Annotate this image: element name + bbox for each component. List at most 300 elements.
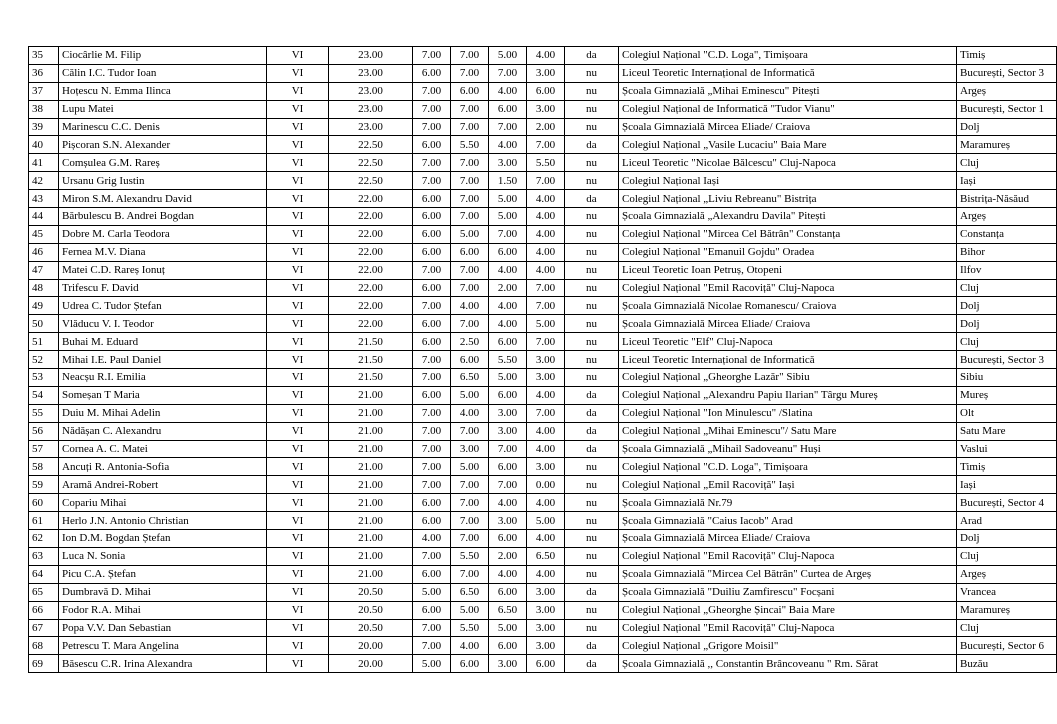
table-row xyxy=(29,136,1057,154)
problem-3-score-cell: 7.00 xyxy=(489,118,527,136)
problem-3-score-cell: 3.00 xyxy=(489,422,527,440)
problem-2-score-cell: 4.00 xyxy=(451,404,489,422)
problem-2-score-cell: 7.00 xyxy=(451,315,489,333)
problem-1-score-cell: 7.00 xyxy=(413,476,451,494)
class-cell: VI xyxy=(267,422,329,440)
rank-cell: 50 xyxy=(29,315,59,333)
problem-1-score-cell: 6.00 xyxy=(413,190,451,208)
school-cell: Colegiul Național "Emil Racoviță" Cluj-Napoca xyxy=(619,279,957,297)
student-name-cell: Lupu Matei xyxy=(59,100,267,118)
rank-cell: 43 xyxy=(29,190,59,208)
table-row xyxy=(29,333,1057,351)
county-cell: Dolj xyxy=(957,315,1057,333)
problem-4-score-cell: 3.00 xyxy=(527,619,565,637)
problem-3-score-cell: 3.00 xyxy=(489,512,527,530)
problem-2-score-cell: 6.00 xyxy=(451,243,489,261)
school-cell: Liceul Teoretic Internațional de Informatică xyxy=(619,351,957,369)
class-cell: VI xyxy=(267,172,329,190)
problem-4-score-cell: 5.00 xyxy=(527,315,565,333)
county-cell: Cluj xyxy=(957,333,1057,351)
qualified-flag-cell: nu xyxy=(565,261,619,279)
problem-1-score-cell: 6.00 xyxy=(413,64,451,82)
problem-3-score-cell: 6.00 xyxy=(489,583,527,601)
student-name-cell: Duiu M. Mihai Adelin xyxy=(59,404,267,422)
total-score-cell: 22.00 xyxy=(329,243,413,261)
student-name-cell: Bărbulescu B. Andrei Bogdan xyxy=(59,208,267,226)
student-name-cell: Fodor R.A. Mihai xyxy=(59,601,267,619)
class-cell: VI xyxy=(267,82,329,100)
total-score-cell: 21.00 xyxy=(329,440,413,458)
county-cell: București, Sector 3 xyxy=(957,64,1057,82)
problem-3-score-cell: 2.00 xyxy=(489,547,527,565)
problem-2-score-cell: 7.00 xyxy=(451,530,489,548)
rank-cell: 38 xyxy=(29,100,59,118)
problem-3-score-cell: 7.00 xyxy=(489,64,527,82)
problem-3-score-cell: 5.00 xyxy=(489,369,527,387)
rank-cell: 53 xyxy=(29,369,59,387)
table-row xyxy=(29,208,1057,226)
student-name-cell: Nădășan C. Alexandru xyxy=(59,422,267,440)
qualified-flag-cell: nu xyxy=(565,297,619,315)
table-row xyxy=(29,351,1057,369)
county-cell: București, Sector 6 xyxy=(957,637,1057,655)
rank-cell: 49 xyxy=(29,297,59,315)
county-cell: Argeș xyxy=(957,565,1057,583)
school-cell: Liceul Teoretic "Elf" Cluj-Napoca xyxy=(619,333,957,351)
rank-cell: 41 xyxy=(29,154,59,172)
rank-cell: 46 xyxy=(29,243,59,261)
student-name-cell: Vlăducu V. I. Teodor xyxy=(59,315,267,333)
school-cell: Colegiul Național Iași xyxy=(619,172,957,190)
table-row xyxy=(29,512,1057,530)
county-cell: Maramureș xyxy=(957,136,1057,154)
problem-2-score-cell: 5.00 xyxy=(451,386,489,404)
county-cell: Mureș xyxy=(957,386,1057,404)
class-cell: VI xyxy=(267,297,329,315)
problem-4-score-cell: 7.00 xyxy=(527,279,565,297)
problem-3-score-cell: 5.00 xyxy=(489,619,527,637)
qualified-flag-cell: da xyxy=(565,583,619,601)
class-cell: VI xyxy=(267,386,329,404)
problem-3-score-cell: 1.50 xyxy=(489,172,527,190)
qualified-flag-cell: nu xyxy=(565,351,619,369)
problem-1-score-cell: 7.00 xyxy=(413,422,451,440)
county-cell: Argeș xyxy=(957,82,1057,100)
table-row xyxy=(29,47,1057,65)
problem-2-score-cell: 4.00 xyxy=(451,637,489,655)
problem-2-score-cell: 7.00 xyxy=(451,118,489,136)
county-cell: Timiș xyxy=(957,458,1057,476)
table-row xyxy=(29,369,1057,387)
student-name-cell: Neacșu R.I. Emilia xyxy=(59,369,267,387)
rank-cell: 57 xyxy=(29,440,59,458)
county-cell: Vaslui xyxy=(957,440,1057,458)
total-score-cell: 20.50 xyxy=(329,583,413,601)
total-score-cell: 22.00 xyxy=(329,315,413,333)
rank-cell: 47 xyxy=(29,261,59,279)
problem-3-score-cell: 5.50 xyxy=(489,351,527,369)
school-cell: Școala Gimnazială Mircea Eliade/ Craiova xyxy=(619,118,957,136)
class-cell: VI xyxy=(267,190,329,208)
problem-1-score-cell: 7.00 xyxy=(413,82,451,100)
county-cell: București, Sector 3 xyxy=(957,351,1057,369)
problem-3-score-cell: 3.00 xyxy=(489,404,527,422)
table-row xyxy=(29,547,1057,565)
results-table-body xyxy=(29,47,1057,673)
problem-4-score-cell: 5.00 xyxy=(527,512,565,530)
student-name-cell: Mihai I.E. Paul Daniel xyxy=(59,351,267,369)
total-score-cell: 23.00 xyxy=(329,47,413,65)
school-cell: Școala Gimnazială Nr.79 xyxy=(619,494,957,512)
school-cell: Școala Gimnazială "Duiliu Zamfirescu" Focșani xyxy=(619,583,957,601)
class-cell: VI xyxy=(267,601,329,619)
table-row xyxy=(29,458,1057,476)
school-cell: Școala Gimnazială ,, Constantin Brâncoveanu " Rm. Sărat xyxy=(619,655,957,673)
rank-cell: 67 xyxy=(29,619,59,637)
class-cell: VI xyxy=(267,315,329,333)
county-cell: Satu Mare xyxy=(957,422,1057,440)
class-cell: VI xyxy=(267,440,329,458)
rank-cell: 36 xyxy=(29,64,59,82)
table-row xyxy=(29,64,1057,82)
problem-2-score-cell: 7.00 xyxy=(451,279,489,297)
qualified-flag-cell: nu xyxy=(565,369,619,387)
rank-cell: 64 xyxy=(29,565,59,583)
class-cell: VI xyxy=(267,565,329,583)
table-row xyxy=(29,637,1057,655)
problem-1-score-cell: 4.00 xyxy=(413,530,451,548)
problem-1-score-cell: 5.00 xyxy=(413,583,451,601)
qualified-flag-cell: da xyxy=(565,190,619,208)
table-row xyxy=(29,476,1057,494)
school-cell: Colegiul Național „Mihai Eminescu"/ Satu Mare xyxy=(619,422,957,440)
qualified-flag-cell: da xyxy=(565,386,619,404)
problem-3-score-cell: 3.00 xyxy=(489,655,527,673)
total-score-cell: 20.50 xyxy=(329,619,413,637)
total-score-cell: 21.00 xyxy=(329,422,413,440)
student-name-cell: Someșan T Maria xyxy=(59,386,267,404)
table-row xyxy=(29,100,1057,118)
county-cell: Vrancea xyxy=(957,583,1057,601)
student-name-cell: Dumbravă D. Mihai xyxy=(59,583,267,601)
problem-4-score-cell: 4.00 xyxy=(527,190,565,208)
problem-4-score-cell: 4.00 xyxy=(527,243,565,261)
class-cell: VI xyxy=(267,136,329,154)
total-score-cell: 22.50 xyxy=(329,136,413,154)
school-cell: Colegiul Național "Mircea Cel Bătrân" Constanța xyxy=(619,225,957,243)
rank-cell: 42 xyxy=(29,172,59,190)
student-name-cell: Ion D.M. Bogdan Ștefan xyxy=(59,530,267,548)
qualified-flag-cell: nu xyxy=(565,601,619,619)
problem-4-score-cell: 4.00 xyxy=(527,261,565,279)
student-name-cell: Băsescu C.R. Irina Alexandra xyxy=(59,655,267,673)
problem-2-score-cell: 7.00 xyxy=(451,208,489,226)
table-row xyxy=(29,297,1057,315)
problem-3-score-cell: 6.00 xyxy=(489,243,527,261)
county-cell: Olt xyxy=(957,404,1057,422)
school-cell: Școala Gimnazială Nicolae Romanescu/ Craiova xyxy=(619,297,957,315)
county-cell: Constanța xyxy=(957,225,1057,243)
student-name-cell: Luca N. Sonia xyxy=(59,547,267,565)
problem-1-score-cell: 6.00 xyxy=(413,208,451,226)
school-cell: Școala Gimnazială „Mihail Sadoveanu" Huși xyxy=(619,440,957,458)
rank-cell: 54 xyxy=(29,386,59,404)
county-cell: Dolj xyxy=(957,530,1057,548)
student-name-cell: Aramă Andrei-Robert xyxy=(59,476,267,494)
qualified-flag-cell: nu xyxy=(565,494,619,512)
class-cell: VI xyxy=(267,154,329,172)
rank-cell: 65 xyxy=(29,583,59,601)
problem-2-score-cell: 5.50 xyxy=(451,619,489,637)
table-row xyxy=(29,404,1057,422)
problem-4-score-cell: 4.00 xyxy=(527,494,565,512)
problem-2-score-cell: 4.00 xyxy=(451,297,489,315)
problem-1-score-cell: 7.00 xyxy=(413,440,451,458)
problem-2-score-cell: 6.00 xyxy=(451,655,489,673)
class-cell: VI xyxy=(267,351,329,369)
total-score-cell: 21.50 xyxy=(329,333,413,351)
table-row xyxy=(29,154,1057,172)
student-name-cell: Marinescu C.C. Denis xyxy=(59,118,267,136)
problem-4-score-cell: 4.00 xyxy=(527,565,565,583)
problem-1-score-cell: 7.00 xyxy=(413,261,451,279)
school-cell: Colegiul Național de Informatică "Tudor Vianu" xyxy=(619,100,957,118)
qualified-flag-cell: nu xyxy=(565,315,619,333)
qualified-flag-cell: nu xyxy=(565,476,619,494)
table-row xyxy=(29,601,1057,619)
qualified-flag-cell: da xyxy=(565,422,619,440)
problem-4-score-cell: 4.00 xyxy=(527,530,565,548)
problem-1-score-cell: 7.00 xyxy=(413,369,451,387)
student-name-cell: Ursanu Grig Iustin xyxy=(59,172,267,190)
school-cell: Colegiul Național "C.D. Loga", Timișoara xyxy=(619,458,957,476)
problem-1-score-cell: 6.00 xyxy=(413,601,451,619)
problem-1-score-cell: 7.00 xyxy=(413,100,451,118)
problem-1-score-cell: 7.00 xyxy=(413,172,451,190)
rank-cell: 69 xyxy=(29,655,59,673)
problem-3-score-cell: 3.00 xyxy=(489,154,527,172)
county-cell: Maramureș xyxy=(957,601,1057,619)
class-cell: VI xyxy=(267,512,329,530)
qualified-flag-cell: nu xyxy=(565,172,619,190)
problem-4-score-cell: 3.00 xyxy=(527,64,565,82)
total-score-cell: 22.00 xyxy=(329,190,413,208)
rank-cell: 44 xyxy=(29,208,59,226)
problem-2-score-cell: 7.00 xyxy=(451,565,489,583)
qualified-flag-cell: nu xyxy=(565,279,619,297)
problem-1-score-cell: 7.00 xyxy=(413,458,451,476)
table-row xyxy=(29,619,1057,637)
problem-3-score-cell: 6.00 xyxy=(489,100,527,118)
problem-3-score-cell: 4.00 xyxy=(489,315,527,333)
problem-1-score-cell: 7.00 xyxy=(413,547,451,565)
table-row xyxy=(29,315,1057,333)
class-cell: VI xyxy=(267,47,329,65)
problem-3-score-cell: 4.00 xyxy=(489,565,527,583)
problem-2-score-cell: 5.00 xyxy=(451,225,489,243)
problem-4-score-cell: 3.00 xyxy=(527,601,565,619)
rank-cell: 59 xyxy=(29,476,59,494)
county-cell: Cluj xyxy=(957,547,1057,565)
rank-cell: 35 xyxy=(29,47,59,65)
total-score-cell: 23.00 xyxy=(329,82,413,100)
problem-2-score-cell: 7.00 xyxy=(451,512,489,530)
problem-1-score-cell: 6.00 xyxy=(413,279,451,297)
class-cell: VI xyxy=(267,458,329,476)
problem-1-score-cell: 6.00 xyxy=(413,225,451,243)
qualified-flag-cell: da xyxy=(565,637,619,655)
qualified-flag-cell: nu xyxy=(565,154,619,172)
problem-3-score-cell: 7.00 xyxy=(489,476,527,494)
total-score-cell: 21.00 xyxy=(329,386,413,404)
problem-3-score-cell: 7.00 xyxy=(489,225,527,243)
school-cell: Colegiul Național "Emil Racoviță" Cluj-Napoca xyxy=(619,547,957,565)
problem-2-score-cell: 7.00 xyxy=(451,154,489,172)
total-score-cell: 22.00 xyxy=(329,225,413,243)
rank-cell: 48 xyxy=(29,279,59,297)
problem-4-score-cell: 4.00 xyxy=(527,47,565,65)
problem-4-score-cell: 7.00 xyxy=(527,136,565,154)
rank-cell: 62 xyxy=(29,530,59,548)
school-cell: Colegiul Național „Alexandru Papiu Ilarian" Târgu Mureș xyxy=(619,386,957,404)
problem-2-score-cell: 6.50 xyxy=(451,583,489,601)
qualified-flag-cell: nu xyxy=(565,547,619,565)
table-row xyxy=(29,530,1057,548)
problem-1-score-cell: 7.00 xyxy=(413,404,451,422)
problem-2-score-cell: 2.50 xyxy=(451,333,489,351)
problem-1-score-cell: 6.00 xyxy=(413,565,451,583)
problem-3-score-cell: 7.00 xyxy=(489,440,527,458)
problem-3-score-cell: 5.00 xyxy=(489,47,527,65)
results-table xyxy=(28,46,1057,673)
class-cell: VI xyxy=(267,225,329,243)
county-cell: Ilfov xyxy=(957,261,1057,279)
table-row xyxy=(29,225,1057,243)
school-cell: Colegiul Național "Emil Racoviță" Cluj-Napoca xyxy=(619,619,957,637)
problem-3-score-cell: 6.00 xyxy=(489,458,527,476)
problem-4-score-cell: 4.00 xyxy=(527,386,565,404)
table-row xyxy=(29,422,1057,440)
problem-2-score-cell: 7.00 xyxy=(451,261,489,279)
total-score-cell: 22.50 xyxy=(329,172,413,190)
rank-cell: 45 xyxy=(29,225,59,243)
class-cell: VI xyxy=(267,64,329,82)
qualified-flag-cell: nu xyxy=(565,100,619,118)
problem-4-score-cell: 7.00 xyxy=(527,333,565,351)
problem-2-score-cell: 5.50 xyxy=(451,136,489,154)
qualified-flag-cell: nu xyxy=(565,82,619,100)
school-cell: Liceul Teoretic Internațional de Informatică xyxy=(619,64,957,82)
rank-cell: 63 xyxy=(29,547,59,565)
student-name-cell: Copariu Mihai xyxy=(59,494,267,512)
county-cell: Cluj xyxy=(957,279,1057,297)
problem-4-score-cell: 3.00 xyxy=(527,351,565,369)
problem-3-score-cell: 5.00 xyxy=(489,208,527,226)
problem-3-score-cell: 5.00 xyxy=(489,190,527,208)
class-cell: VI xyxy=(267,279,329,297)
total-score-cell: 23.00 xyxy=(329,100,413,118)
problem-4-score-cell: 4.00 xyxy=(527,225,565,243)
problem-2-score-cell: 3.00 xyxy=(451,440,489,458)
problem-2-score-cell: 7.00 xyxy=(451,476,489,494)
student-name-cell: Miron S.M. Alexandru David xyxy=(59,190,267,208)
class-cell: VI xyxy=(267,243,329,261)
total-score-cell: 21.50 xyxy=(329,351,413,369)
class-cell: VI xyxy=(267,208,329,226)
class-cell: VI xyxy=(267,261,329,279)
total-score-cell: 22.00 xyxy=(329,208,413,226)
school-cell: Colegiul Național „Liviu Rebreanu" Bistrița xyxy=(619,190,957,208)
total-score-cell: 21.50 xyxy=(329,369,413,387)
problem-4-score-cell: 7.00 xyxy=(527,404,565,422)
table-row xyxy=(29,190,1057,208)
problem-3-score-cell: 4.00 xyxy=(489,297,527,315)
student-name-cell: Dobre M. Carla Teodora xyxy=(59,225,267,243)
problem-1-score-cell: 7.00 xyxy=(413,619,451,637)
problem-3-score-cell: 4.00 xyxy=(489,136,527,154)
student-name-cell: Ciocârlie M. Filip xyxy=(59,47,267,65)
total-score-cell: 22.00 xyxy=(329,297,413,315)
student-name-cell: Trifescu F. David xyxy=(59,279,267,297)
problem-4-score-cell: 4.00 xyxy=(527,208,565,226)
school-cell: Colegiul Național "C.D. Loga", Timișoara xyxy=(619,47,957,65)
rank-cell: 37 xyxy=(29,82,59,100)
qualified-flag-cell: nu xyxy=(565,512,619,530)
table-row xyxy=(29,440,1057,458)
total-score-cell: 21.00 xyxy=(329,565,413,583)
student-name-cell: Udrea C. Tudor Ștefan xyxy=(59,297,267,315)
student-name-cell: Ancuți R. Antonia-Sofia xyxy=(59,458,267,476)
student-name-cell: Herlo J.N. Antonio Christian xyxy=(59,512,267,530)
qualified-flag-cell: da xyxy=(565,440,619,458)
class-cell: VI xyxy=(267,655,329,673)
total-score-cell: 21.00 xyxy=(329,494,413,512)
county-cell: Cluj xyxy=(957,154,1057,172)
qualified-flag-cell: da xyxy=(565,655,619,673)
school-cell: Școala Gimnazială Mircea Eliade/ Craiova xyxy=(619,530,957,548)
problem-4-score-cell: 7.00 xyxy=(527,172,565,190)
total-score-cell: 22.50 xyxy=(329,154,413,172)
problem-4-score-cell: 0.00 xyxy=(527,476,565,494)
problem-2-score-cell: 7.00 xyxy=(451,100,489,118)
county-cell: Iași xyxy=(957,476,1057,494)
student-name-cell: Hoțescu N. Emma Ilinca xyxy=(59,82,267,100)
total-score-cell: 23.00 xyxy=(329,64,413,82)
school-cell: Colegiul Național „Vasile Lucaciu" Baia Mare xyxy=(619,136,957,154)
rank-cell: 52 xyxy=(29,351,59,369)
table-row xyxy=(29,655,1057,673)
school-cell: Colegiul Național "Ion Minulescu" /Slatina xyxy=(619,404,957,422)
problem-2-score-cell: 6.00 xyxy=(451,351,489,369)
county-cell: Bistrița-Năsăud xyxy=(957,190,1057,208)
table-row xyxy=(29,243,1057,261)
total-score-cell: 20.00 xyxy=(329,655,413,673)
class-cell: VI xyxy=(267,476,329,494)
student-name-cell: Matei C.D. Rareș Ionuț xyxy=(59,261,267,279)
problem-2-score-cell: 6.00 xyxy=(451,82,489,100)
rank-cell: 39 xyxy=(29,118,59,136)
problem-4-score-cell: 3.00 xyxy=(527,100,565,118)
problem-1-score-cell: 7.00 xyxy=(413,118,451,136)
problem-1-score-cell: 7.00 xyxy=(413,637,451,655)
qualified-flag-cell: nu xyxy=(565,530,619,548)
problem-2-score-cell: 7.00 xyxy=(451,47,489,65)
total-score-cell: 23.00 xyxy=(329,118,413,136)
student-name-cell: Picu C.A. Ștefan xyxy=(59,565,267,583)
rank-cell: 68 xyxy=(29,637,59,655)
student-name-cell: Călin I.C. Tudor Ioan xyxy=(59,64,267,82)
class-cell: VI xyxy=(267,404,329,422)
